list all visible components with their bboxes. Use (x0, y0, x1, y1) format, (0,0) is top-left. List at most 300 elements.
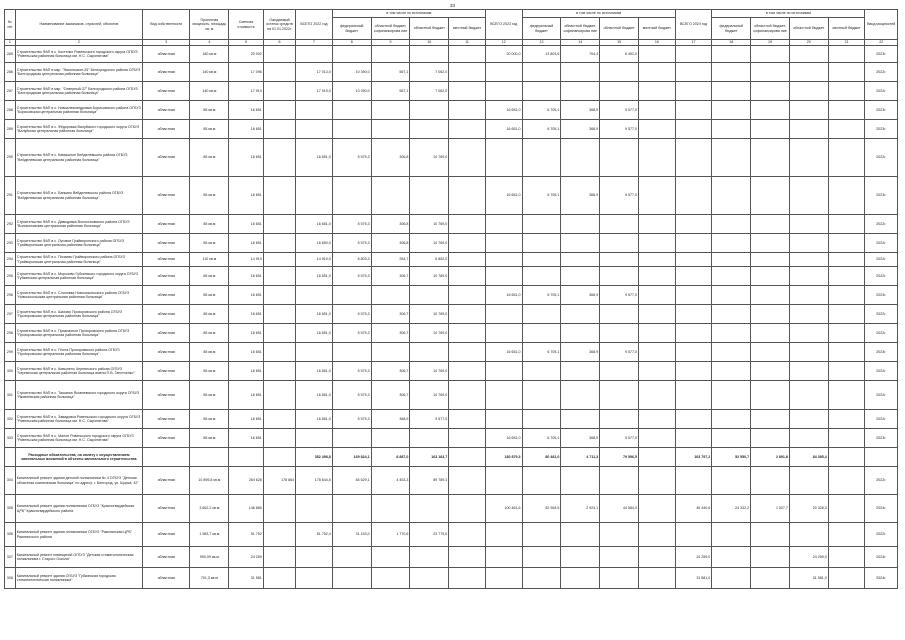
cell-year: 2022г. (865, 139, 898, 177)
cell-own: областная (143, 46, 190, 63)
cell-c9: 306,7 (371, 362, 410, 381)
cell-c18 (712, 429, 751, 448)
cell-n: 308 (5, 568, 16, 589)
cell-c17 (675, 343, 712, 362)
table-row (5, 324, 898, 343)
cell-c10: 7 062,0 (410, 63, 449, 82)
cell-c6 (263, 410, 295, 429)
cell-year: 2022г. (865, 305, 898, 324)
cell-c12: 180 879,3 (485, 448, 522, 467)
cell-n: 285 (5, 46, 16, 63)
cell-year: 2022г. (865, 234, 898, 253)
cell-c9: 306,8 (371, 139, 410, 177)
cell-c21 (828, 253, 865, 267)
header-total-2024: ВСЕГО 2024 год (675, 10, 712, 40)
cell-c16 (638, 63, 675, 82)
cell-power: 3 662,2 кв.м (190, 495, 229, 523)
cell-cost: 17 910 (229, 82, 264, 101)
cell-c10: 10 769,0 (410, 305, 449, 324)
column-number: 21 (828, 40, 865, 46)
column-number: 13 (522, 40, 561, 46)
cell-c17 (675, 63, 712, 82)
cell-own: областная (143, 429, 190, 448)
table-row (5, 139, 898, 177)
column-number: 22 (865, 40, 898, 46)
cell-year: 2023г. (865, 120, 898, 139)
cell-c16 (638, 267, 675, 286)
cell-power: 85 кв.м (190, 177, 229, 215)
cell-c6 (263, 63, 295, 82)
cell-c20 (789, 267, 828, 286)
header-loc: местный бюджет (828, 18, 865, 40)
cell-c14: 2 923,1 (561, 495, 600, 523)
cell-c9: 264,7 (371, 253, 410, 267)
cell-n: 286 (5, 63, 16, 82)
cell-year: 2022г. (865, 324, 898, 343)
cell-power: 1 983,7 кв.м (190, 523, 229, 547)
cell-year: 2023г. (865, 177, 898, 215)
header-obl: областной бюджет (410, 18, 449, 40)
table-row (5, 362, 898, 381)
cell-name: Строительство ФАП в с. Банкино Вейделевского района ОГБУЗ "Вейделевская центральная районная больница" (15, 177, 142, 215)
cell-c21 (828, 568, 865, 589)
cell-c18 (712, 523, 751, 547)
cell-c16 (638, 82, 675, 101)
cell-c9 (371, 568, 410, 589)
cell-c7 (296, 343, 333, 362)
cell-c11 (449, 429, 486, 448)
cell-c21 (828, 381, 865, 410)
table-row (5, 523, 898, 547)
cell-c19 (751, 343, 790, 362)
cell-c17: 103 797,2 (675, 448, 712, 467)
cell-c15 (600, 547, 639, 568)
cell-c21 (828, 215, 865, 234)
cell-c6 (263, 523, 295, 547)
cell-c12 (485, 467, 522, 495)
column-number: 4 (190, 40, 229, 46)
cell-power: 85 кв.м (190, 139, 229, 177)
cell-c12 (485, 324, 522, 343)
cell-c19 (751, 324, 790, 343)
cell-c16 (638, 362, 675, 381)
cell-c6: 176 864 (263, 467, 295, 495)
cell-c11 (449, 362, 486, 381)
cell-year: 2023г. (865, 343, 898, 362)
cell-n: 299 (5, 343, 16, 362)
table-row (5, 343, 898, 362)
cell-c14: 704,4 (561, 46, 600, 63)
cell-n: 287 (5, 82, 16, 101)
cell-c16 (638, 547, 675, 568)
column-number: 3 (143, 40, 190, 46)
cell-c16 (638, 177, 675, 215)
cell-c7: 16 651,0 (296, 305, 333, 324)
cell-c20 (789, 286, 828, 305)
cell-c17 (675, 82, 712, 101)
cell-c18 (712, 101, 751, 120)
cell-year: 2022г. (865, 410, 898, 429)
cell-c20 (789, 215, 828, 234)
cell-c11 (449, 467, 486, 495)
cell-c10: 10 769,0 (410, 362, 449, 381)
cell-c10 (410, 286, 449, 305)
cell-c8: 5 575,3 (332, 410, 371, 429)
cell-c9: 1 770,6 (371, 523, 410, 547)
cell-c21 (828, 101, 865, 120)
cell-name: Строительство ФАП в с. Новоалександровка Борисовского района ОГБУЗ "Борисовская центральная районная больница" (15, 101, 142, 120)
cell-name: Расходные обязательства, на оплату с осуществлением капитальных вложений в объекты капитального строительства (15, 448, 142, 467)
cell-c9 (371, 547, 410, 568)
cell-n: 289 (5, 120, 16, 139)
cell-cost: 16 651 (229, 324, 264, 343)
cell-c15 (600, 381, 639, 410)
cell-c11 (449, 46, 486, 63)
table-row (5, 177, 898, 215)
cell-c15 (600, 63, 639, 82)
cell-c12: 16 651,0 (485, 177, 522, 215)
cell-c8 (332, 547, 371, 568)
cell-n: 300 (5, 362, 16, 381)
cell-name: Капитальный ремонт помещений ОГБУЗ "Детская стоматологическая поликлиника г. Старого Оскола" (15, 547, 142, 568)
cell-c16 (638, 253, 675, 267)
cell-c18 (712, 215, 751, 234)
cell-c10: 10 769,0 (410, 267, 449, 286)
cell-c17 (675, 177, 712, 215)
cell-c8: 5 575,3 (332, 267, 371, 286)
cell-power: 180 кв.м (190, 46, 229, 63)
cell-cost: 16 651 (229, 381, 264, 410)
cell-c13 (522, 63, 561, 82)
cell-name: Строительство ФАП в с. Завидовка Ровеньского городского округа ОГБУЗ "Ровеньская районная больница им. Н.С. Сыропятова" (15, 410, 142, 429)
cell-c9 (371, 429, 410, 448)
cell-own: областная (143, 215, 190, 234)
cell-power: 85 кв.м (190, 410, 229, 429)
cell-c17 (675, 46, 712, 63)
cell-c12 (485, 362, 522, 381)
cell-n: 292 (5, 215, 16, 234)
table-row (5, 46, 898, 63)
cell-c20 (789, 429, 828, 448)
cell-c16 (638, 286, 675, 305)
table-row (5, 101, 898, 120)
cell-own: областная (143, 286, 190, 305)
cell-c9: 306,7 (371, 305, 410, 324)
cell-c21 (828, 46, 865, 63)
cell-c14 (561, 324, 600, 343)
cell-c21 (828, 63, 865, 82)
cell-power (190, 448, 229, 467)
cell-c13 (522, 253, 561, 267)
cell-name: Строительство ФАП в мкр. "Никольское-25" Белгородского района ОГБУЗ "Белгородская центральная районная больница" (15, 63, 142, 82)
cell-c6 (263, 429, 295, 448)
cell-c20 (789, 381, 828, 410)
cell-c21 (828, 362, 865, 381)
column-number: 12 (485, 40, 522, 46)
cell-c17 (675, 381, 712, 410)
cell-c16 (638, 215, 675, 234)
column-number: 14 (561, 40, 600, 46)
cell-year: 2022г. (865, 63, 898, 82)
cell-c8: 5 575,3 (332, 234, 371, 253)
cell-c11 (449, 63, 486, 82)
cell-c7: 178 644,5 (296, 467, 333, 495)
cell-c13: 80 481,0 (522, 448, 561, 467)
header-remain: Ожидаемый остаток средств на 01.01.2022г. (263, 10, 295, 40)
column-number: 5 (229, 40, 264, 46)
cell-n: 307 (5, 547, 16, 568)
cell-c9: 306,8 (371, 234, 410, 253)
cell-c8: 5 575,3 (332, 139, 371, 177)
cell-c9: 368,9 (371, 410, 410, 429)
cell-c13 (522, 362, 561, 381)
cell-c18 (712, 177, 751, 215)
cell-c20: 84 385,4 (789, 448, 828, 467)
cell-power: 85 кв.м (190, 381, 229, 410)
column-number: 11 (449, 40, 486, 46)
cell-own: областная (143, 568, 190, 589)
cell-n: 294 (5, 253, 16, 267)
cell-c12: 20 000,0 (485, 46, 522, 63)
cell-c20 (789, 324, 828, 343)
cell-c17 (675, 253, 712, 267)
cell-year (865, 448, 898, 467)
cell-c11 (449, 82, 486, 101)
cell-c14 (561, 267, 600, 286)
cell-power: 110 кв.м (190, 253, 229, 267)
cell-c6 (263, 139, 295, 177)
cell-cost: 16 651 (229, 101, 264, 120)
cell-c20 (789, 253, 828, 267)
cell-cost: 264 628 (229, 467, 264, 495)
cell-c19 (751, 381, 790, 410)
cell-c16 (638, 139, 675, 177)
cell-c14 (561, 253, 600, 267)
cell-c7: 16 650,0 (296, 234, 333, 253)
cell-c16 (638, 46, 675, 63)
cell-c21 (828, 467, 865, 495)
cell-c12: 16 651,0 (485, 120, 522, 139)
cell-c9 (371, 120, 410, 139)
cell-own: областная (143, 324, 190, 343)
cell-c7: 16 651,0 (296, 362, 333, 381)
cell-c8 (332, 429, 371, 448)
cell-c18 (712, 234, 751, 253)
cell-c7: 16 651,0 (296, 381, 333, 410)
cell-c21 (828, 448, 865, 467)
header-incl-2022: в том числе по источникам (332, 10, 485, 18)
cell-c19 (751, 305, 790, 324)
cell-c19 (751, 120, 790, 139)
cell-c20: 24 259,0 (789, 547, 828, 568)
column-number: 6 (263, 40, 295, 46)
cell-c17: 31 581,0 (675, 568, 712, 589)
cell-name: Строительство ФАП в с. Ковылено Чернянского района ОГБУЗ "Чернянская центральная районная больница имени П.В. Гапотченко" (15, 362, 142, 381)
cell-c14: 368,9 (561, 101, 600, 120)
cell-n: 296 (5, 286, 16, 305)
cell-c10: 163 183,7 (410, 448, 449, 467)
cell-c14 (561, 547, 600, 568)
cell-c15 (600, 568, 639, 589)
cell-c14 (561, 568, 600, 589)
cell-c14 (561, 305, 600, 324)
cell-c17 (675, 120, 712, 139)
table-row (5, 63, 898, 82)
table-row (5, 547, 898, 568)
cell-c13: 6 705,1 (522, 120, 561, 139)
header-num: № п/п (5, 10, 16, 40)
cell-c11 (449, 267, 486, 286)
cell-c20: 20 326,3 (789, 495, 828, 523)
column-number: 20 (789, 40, 828, 46)
cell-c15 (600, 234, 639, 253)
cell-c7: 51 752,4 (296, 523, 333, 547)
cell-c7: 16 651,0 (296, 215, 333, 234)
cell-c8 (332, 101, 371, 120)
cell-own: областная (143, 410, 190, 429)
header-total-2023: ВСЕГО 2023 год (485, 10, 522, 40)
cell-name: Строительство ФАП в с. Давыдовка Волоконовского района ОГБУЗ "Волоконовская центральная районная больница" (15, 215, 142, 234)
cell-name: Строительство ФАП в с. Почаево Грайворонского района ОГБУЗ "Грайворонская центральная районная больница" (15, 253, 142, 267)
cell-n: 304 (5, 467, 16, 495)
cell-c8 (332, 46, 371, 63)
cell-c14: 4 711,3 (561, 448, 600, 467)
cell-c10: 10 769,0 (410, 234, 449, 253)
cell-c19 (751, 63, 790, 82)
cell-c20 (789, 305, 828, 324)
cell-n: 291 (5, 177, 16, 215)
cell-year: 2022г. (865, 467, 898, 495)
table-row (5, 267, 898, 286)
cell-c11 (449, 381, 486, 410)
cell-c13 (522, 547, 561, 568)
column-number: 16 (638, 40, 675, 46)
cell-cost: 16 651 (229, 120, 264, 139)
cell-c20 (789, 362, 828, 381)
cell-own: областная (143, 467, 190, 495)
cell-c14: 368,9 (561, 429, 600, 448)
cell-c12 (485, 568, 522, 589)
cell-c11 (449, 139, 486, 177)
cell-n: 302 (5, 410, 16, 429)
cell-power: 701,3 кв.м (190, 568, 229, 589)
header-start: Ввод мощностей (865, 10, 898, 40)
cell-c10 (410, 101, 449, 120)
cell-c7: 17 013,0 (296, 63, 333, 82)
table-row (5, 305, 898, 324)
cell-c12 (485, 305, 522, 324)
cell-c13 (522, 523, 561, 547)
investment-table (4, 9, 898, 589)
cell-c11 (449, 253, 486, 267)
cell-c7 (296, 46, 333, 63)
cell-year: 2024г. (865, 547, 898, 568)
cell-c6 (263, 101, 295, 120)
cell-c7: 16 651,0 (296, 267, 333, 286)
cell-power: 85 кв.м (190, 429, 229, 448)
table-row (5, 495, 898, 523)
header-loc: местный бюджет (449, 18, 486, 40)
cell-c8 (332, 177, 371, 215)
table-row (5, 467, 898, 495)
cell-n: 303 (5, 429, 16, 448)
cell-c12 (485, 139, 522, 177)
cell-c14 (561, 234, 600, 253)
cell-year: 2023г. (865, 46, 898, 63)
cell-c9: 306,7 (371, 381, 410, 410)
cell-c12: 16 651,0 (485, 286, 522, 305)
cell-c12 (485, 547, 522, 568)
cell-c8 (332, 120, 371, 139)
cell-c9 (371, 286, 410, 305)
cell-c7 (296, 429, 333, 448)
cell-c18 (712, 568, 751, 589)
cell-c19 (751, 467, 790, 495)
cell-c17 (675, 523, 712, 547)
cell-c10: 7 062,0 (410, 82, 449, 101)
cell-c16 (638, 120, 675, 139)
column-number: 17 (675, 40, 712, 46)
cell-c6 (263, 381, 295, 410)
cell-c17 (675, 429, 712, 448)
cell-c18 (712, 139, 751, 177)
cell-c8: 5 575,3 (332, 362, 371, 381)
cell-c14: 368,9 (561, 286, 600, 305)
cell-c9 (371, 46, 410, 63)
cell-c16 (638, 305, 675, 324)
cell-c14 (561, 82, 600, 101)
cell-n: 298 (5, 324, 16, 343)
cell-c19: 2 891,8 (751, 448, 790, 467)
cell-c10: 23 779,0 (410, 523, 449, 547)
cell-c15 (600, 324, 639, 343)
cell-c19 (751, 82, 790, 101)
cell-c12 (485, 253, 522, 267)
cell-c17 (675, 215, 712, 234)
cell-c16 (638, 381, 675, 410)
cell-c14 (561, 362, 600, 381)
cell-c15 (600, 410, 639, 429)
column-number: 19 (751, 40, 790, 46)
cell-c17 (675, 410, 712, 429)
cell-c17 (675, 234, 712, 253)
cell-name: Строительство ФАП в с. Шахово Прохоровского района ОГБУЗ "Прохоровская центральная районная больница" (15, 305, 142, 324)
cell-c7 (296, 568, 333, 589)
cell-c12 (485, 410, 522, 429)
cell-c8: 5 575,3 (332, 305, 371, 324)
cell-c18 (712, 381, 751, 410)
cell-cost: 24 259 (229, 547, 264, 568)
table-row (5, 120, 898, 139)
cell-c15: 44 584,0 (600, 495, 639, 523)
table-row (5, 381, 898, 410)
cell-c11 (449, 324, 486, 343)
cell-c6 (263, 177, 295, 215)
cell-c20: 31 581,0 (789, 568, 828, 589)
cell-c21 (828, 82, 865, 101)
cell-c20 (789, 63, 828, 82)
cell-c19 (751, 410, 790, 429)
cell-c9: 567,1 (371, 63, 410, 82)
cell-c13 (522, 234, 561, 253)
cell-c19 (751, 523, 790, 547)
cell-c9 (371, 177, 410, 215)
cell-c8: 169 824,1 (332, 448, 371, 467)
cell-c6 (263, 253, 295, 267)
cell-own: областная (143, 234, 190, 253)
cell-cost: 16 651 (229, 410, 264, 429)
cell-c8: 5 575,3 (332, 381, 371, 410)
